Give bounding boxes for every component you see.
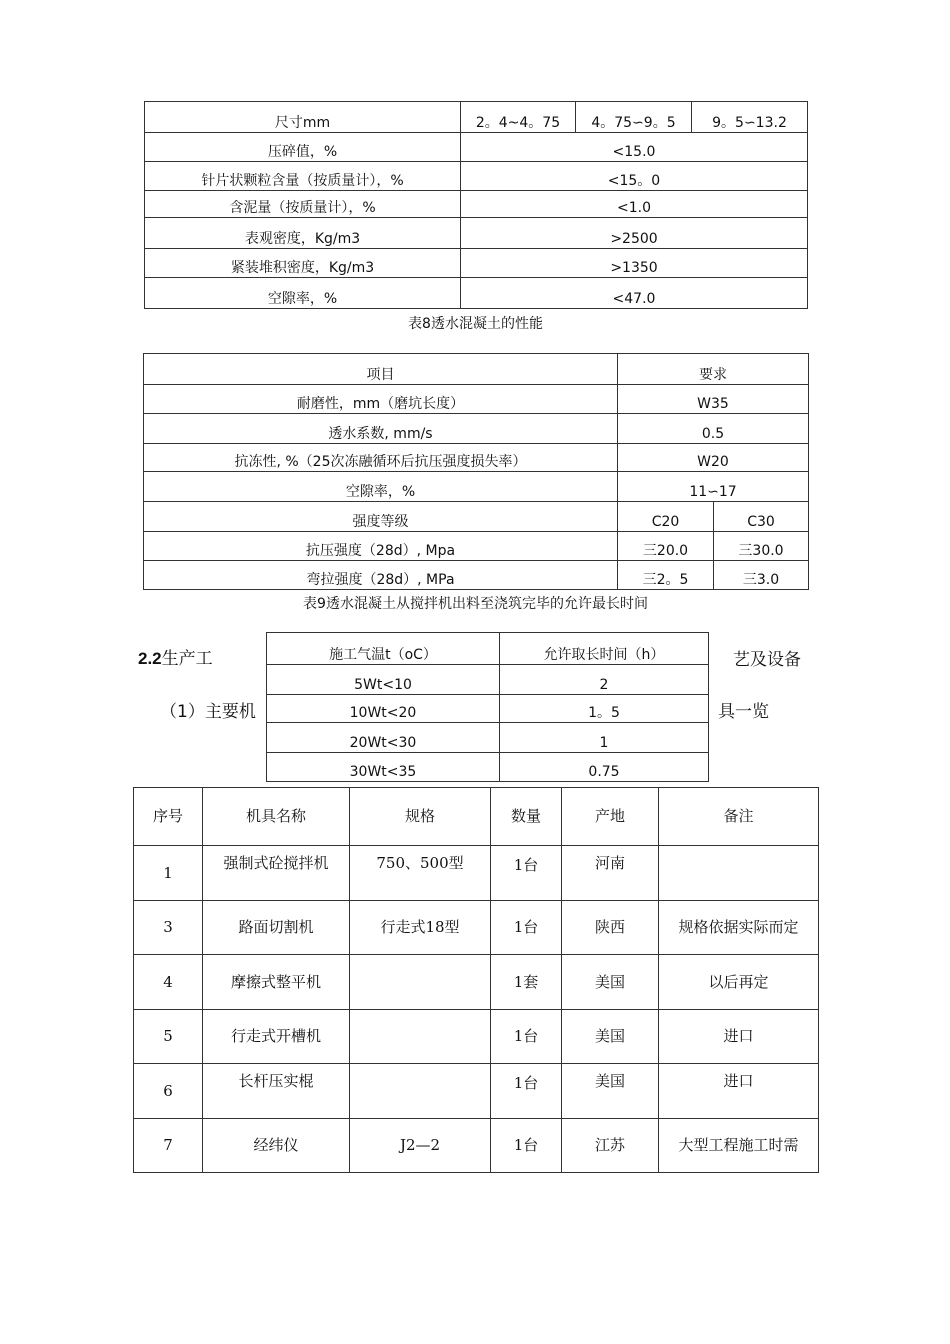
table-cell: 路面切割机 [203,901,350,955]
table-header-cell: 数量 [491,788,562,846]
table-cell: 陕西 [562,901,659,955]
table-cell: 尺寸mm [145,102,461,133]
table-cell: 6 [134,1064,203,1119]
table-cell: 强制式砼搅拌机 [203,846,350,901]
table-header-cell: 规格 [350,788,491,846]
performance-table [143,353,809,590]
table-header-cell: 项目 [144,354,618,385]
table-cell: 进口 [659,1010,819,1064]
table-cell: 强度等级 [144,502,618,532]
table-cell: <1.0 [461,191,808,218]
table-header-cell: 要求 [618,354,809,385]
table-cell: 3 [134,901,203,955]
table-cell: 9。5∽13.2 [692,102,808,133]
table-cell: 针片状颗粒含量（按质量计），% [145,162,461,191]
table-cell: >2500 [461,218,808,249]
table-cell: 弯拉强度（28d）, MPa [144,561,618,590]
table-cell: 美国 [562,955,659,1010]
table-cell: 1 [134,846,203,901]
table-cell: 空隙率，% [145,278,461,309]
table-cell: 11∽17 [618,472,809,502]
table-cell: 透水系数, mm/s [144,414,618,444]
table-cell: 大型工程施工时需 [659,1119,819,1173]
table-cell: 耐磨性，mm（磨坑长度） [144,385,618,414]
section-heading-text: 生产工 [161,649,213,669]
section-heading-right: 艺及设备 [733,650,801,670]
table-cell: 20Wt<30 [267,723,500,753]
section-heading-left [138,644,213,669]
table-cell: 三3.0 [714,561,809,590]
table-cell: 三2。5 [618,561,714,590]
table-cell: 压碎值，% [145,133,461,162]
table-cell: J2—2 [350,1119,491,1173]
table-cell [350,955,491,1010]
section-number: 2.2 [138,649,162,668]
table-cell: 2。4~4。75 [461,102,576,133]
table-cell: 表观密度，Kg/m3 [145,218,461,249]
table-cell: 4。75∽9。5 [576,102,692,133]
table-cell: 5Wt<10 [267,665,500,695]
table-cell [350,1010,491,1064]
table-caption: 表9透水混凝土从搅拌机出料至浇筑完毕的允许最长时间 [303,596,648,612]
table-cell: 4 [134,955,203,1010]
table-cell: 江苏 [562,1119,659,1173]
table-cell: 抗冻性, %（25次冻融循环后抗压强度损失率） [144,444,618,472]
table-cell: 1台 [491,1010,562,1064]
table-cell: 1 [500,723,709,753]
table-cell: 1台 [491,901,562,955]
table-caption: 表8透水混凝土的性能 [408,316,543,332]
table-cell: <15。0 [461,162,808,191]
table-cell: 三30.0 [714,532,809,561]
table-cell: 长杆压实棍 [203,1064,350,1119]
table-cell: 30Wt<35 [267,753,500,782]
table-cell: 含泥量（按质量计），% [145,191,461,218]
time-limit-table [266,632,709,782]
equipment-table [133,787,819,1173]
table-cell: 空隙率，% [144,472,618,502]
table-cell: 摩擦式整平机 [203,955,350,1010]
table-cell: 7 [134,1119,203,1173]
table-cell: 河南 [562,846,659,901]
table-cell [350,1064,491,1119]
table-cell: 1台 [491,1064,562,1119]
table-cell: 三20.0 [618,532,714,561]
table-header-cell: 产地 [562,788,659,846]
table-cell: C30 [714,502,809,532]
table-cell: 规格依据实际而定 [659,901,819,955]
table-cell: W20 [618,444,809,472]
table-header-cell: 序号 [134,788,203,846]
table-cell: >1350 [461,249,808,278]
table-header-cell: 施工气温t（oC） [267,633,500,665]
table-cell [659,846,819,901]
table-cell: 以后再定 [659,955,819,1010]
table-cell: W35 [618,385,809,414]
table-cell: 1台 [491,1119,562,1173]
table-cell: 抗压强度（28d）, Mpa [144,532,618,561]
table-header-cell: 允许取长时间（h） [500,633,709,665]
table-header-cell: 机具名称 [203,788,350,846]
table-cell: 1。5 [500,695,709,723]
table-cell: 行走式开槽机 [203,1010,350,1064]
table-cell: <15.0 [461,133,808,162]
table-cell: 750、500型 [350,846,491,901]
subsection-right: 具一览 [718,702,769,722]
table-cell: 5 [134,1010,203,1064]
table-cell: 进口 [659,1064,819,1119]
table-cell: 10Wt<20 [267,695,500,723]
table-cell: <47.0 [461,278,808,309]
table-cell: 0.5 [618,414,809,444]
aggregate-table [144,101,808,309]
table-cell: 1套 [491,955,562,1010]
table-cell: C20 [618,502,714,532]
subsection-left: （1）主要机 [160,702,256,722]
table-cell: 0.75 [500,753,709,782]
table-cell: 1台 [491,846,562,901]
table-cell: 美国 [562,1064,659,1119]
table-cell: 经纬仪 [203,1119,350,1173]
table-cell: 紧装堆积密度，Kg/m3 [145,249,461,278]
table-header-cell: 备注 [659,788,819,846]
table-cell: 行走式18型 [350,901,491,955]
table-cell: 美国 [562,1010,659,1064]
table-cell: 2 [500,665,709,695]
